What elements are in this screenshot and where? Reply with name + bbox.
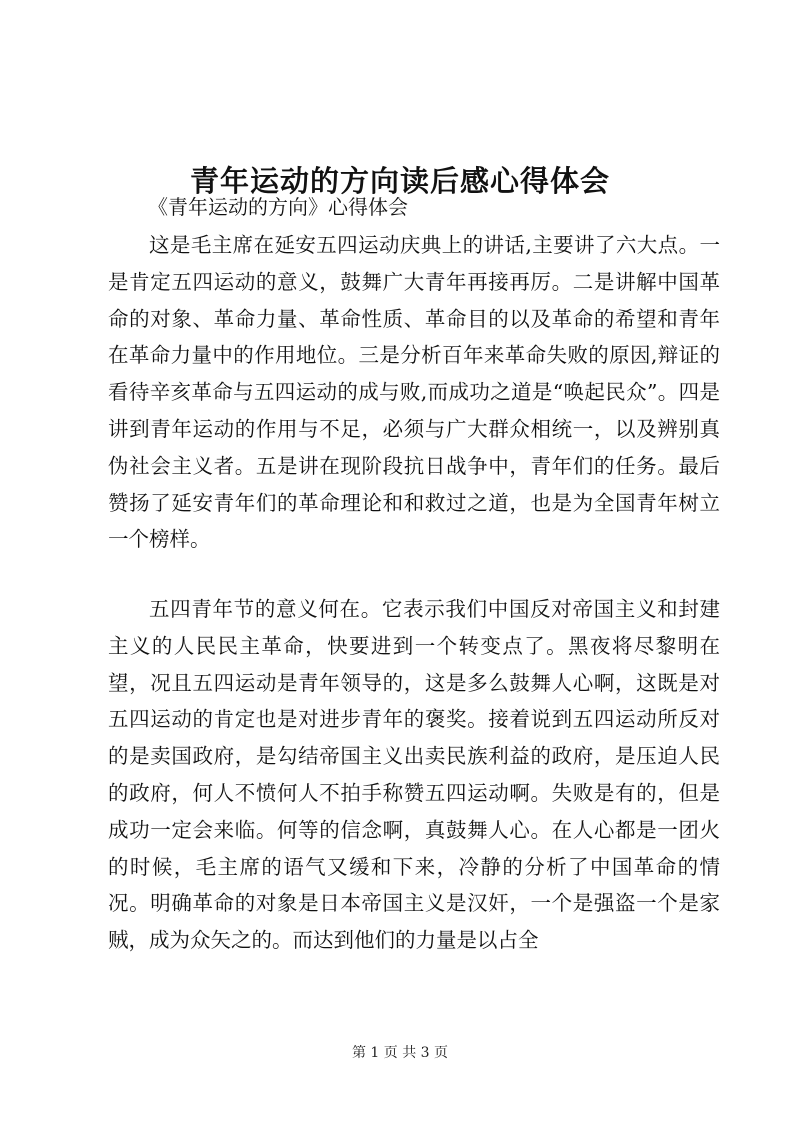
body-paragraph-1: 这是毛主席在延安五四运动庆典上的讲话,主要讲了六大点。一是肯定五四运动的意义，鼓舞广大青年再接再厉。二是讲解中国革命的对象、革命力量、革命性质、革命目的以及革命的希望和青年在革命力量中的作用地位。三是分析百年来革命失败的原因,辩证的看待辛亥革命与五四运动的成与败,而成功之道是“唤起民众”。四是讲到青年运动的作用与不足，必须与广大群众相统一，以及辨别真伪社会主义者。五是讲在现阶段抗日战争中，青年们的任务。最后赞扬了延安青年们的革命理论和和救过之道，也是为全国青年树立一个榜样。 bbox=[108, 233, 720, 552]
document-subtitle: 《青年运动的方向》心得体会 bbox=[148, 195, 408, 219]
body-paragraph-2: 五四青年节的意义何在。它表示我们中国反对帝国主义和封建主义的人民民主革命，快要进到一个转变点了。黑夜将尽黎明在望，况且五四运动是青年领导的，这是多么鼓舞人心啊，这既是对五四运动的肯定也是对进步青年的褒奖。接着说到五四运动所反对的是卖国政府，是勾结帝国主义出卖民族利益的政府，是压迫人民的政府，何人不愤何人不拍手称赞五四运动啊。失败是有的，但是成功一定会来临。何等的信念啊，真鼓舞人心。在人心都是一团火的时候，毛主席的语气又缓和下来，冷静的分析了中国革命的情况。明确革命的对象是日本帝国主义是汉奸，一个是强盗一个是家贼，成为众矢之的。而达到他们的力量是以占全 bbox=[108, 597, 720, 953]
page-number-footer: 第 1 页 共 3 页 bbox=[351, 1045, 449, 1061]
document-title: 青年运动的方向读后感心得体会 bbox=[189, 164, 610, 199]
